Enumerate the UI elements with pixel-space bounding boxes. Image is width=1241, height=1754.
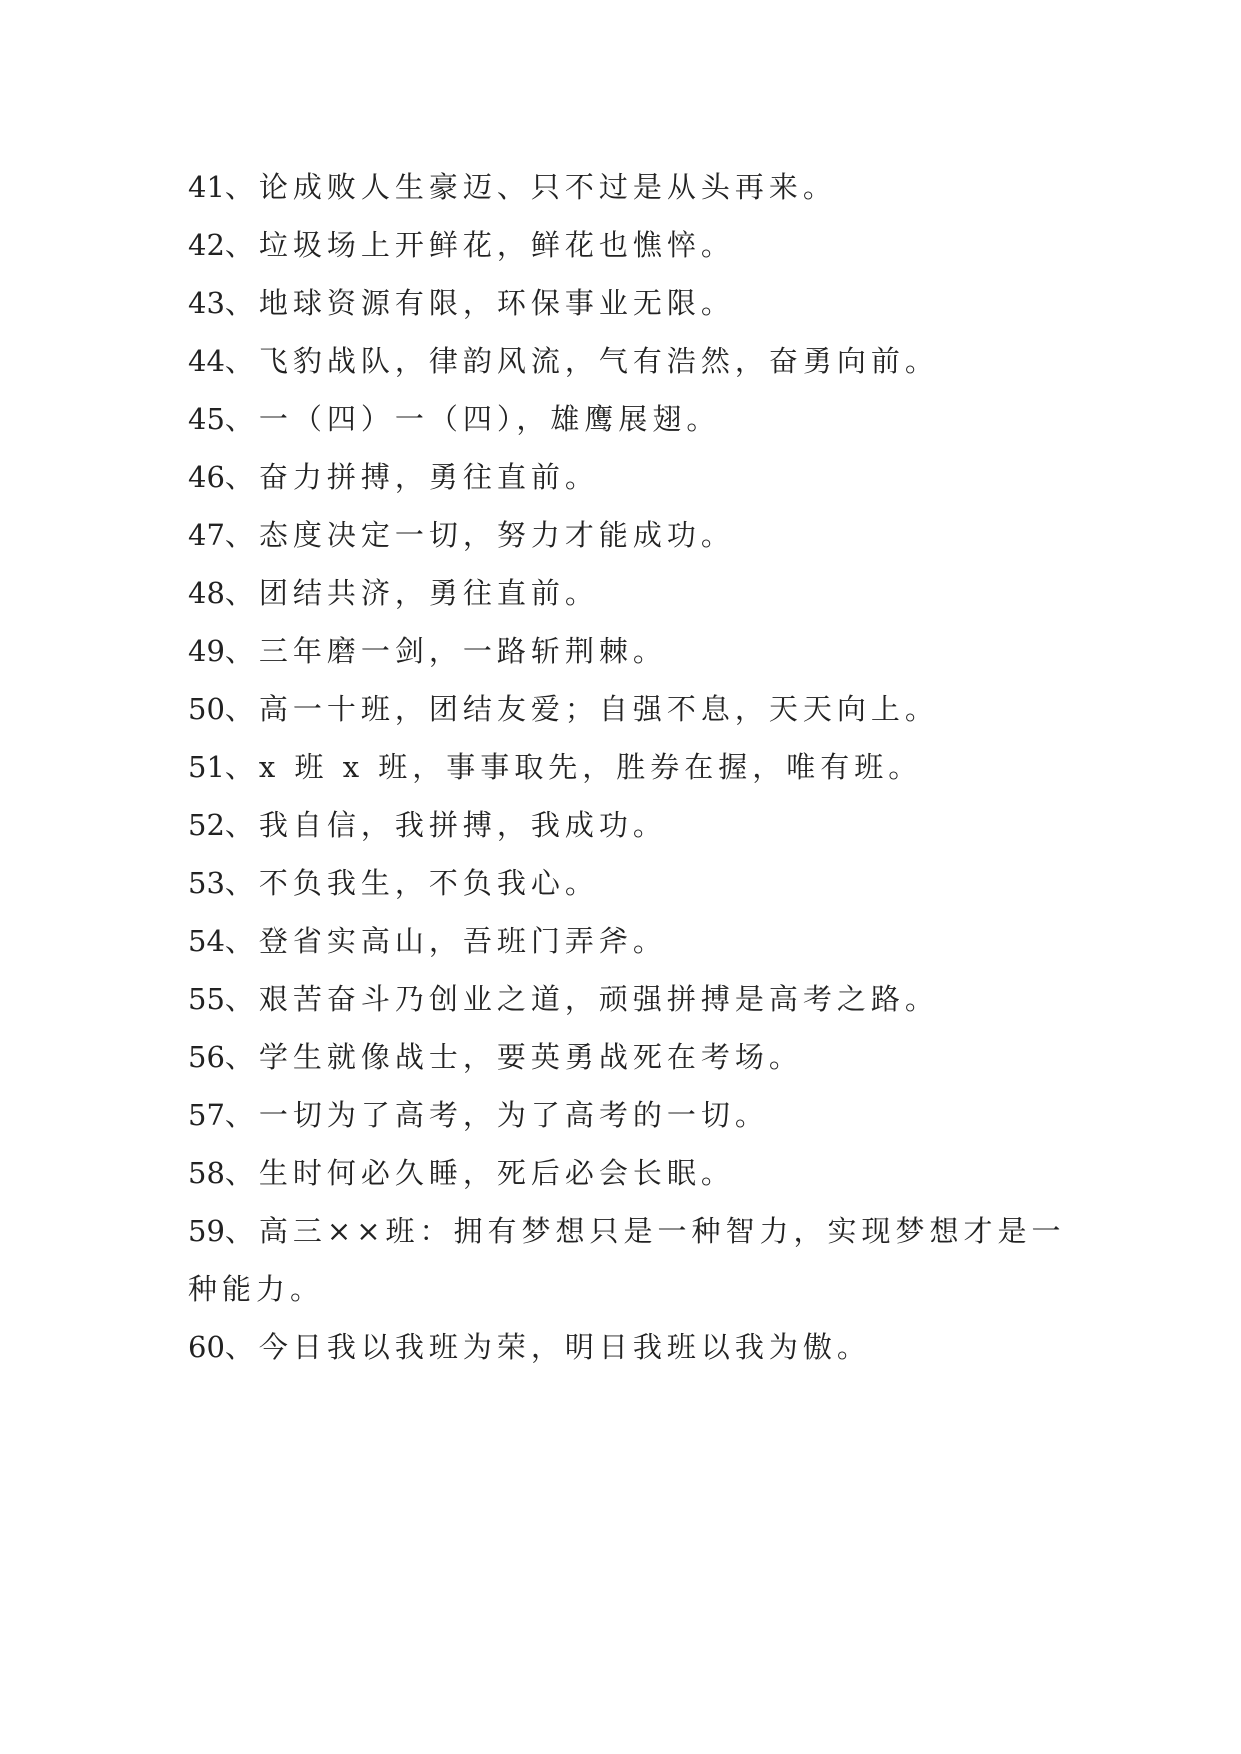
item-text: 生时何必久睡，死后必会长眠。 [258, 1156, 735, 1190]
item-text: 论成败人生豪迈、只不过是从头再来。 [258, 170, 837, 204]
list-item [188, 216, 1068, 274]
list-item [188, 854, 1068, 912]
item-separator: 、 [224, 402, 259, 436]
item-text: 一（四）一（四），雄鹰展翅。 [258, 402, 721, 436]
item-text: 奋力拼搏，勇往直前。 [258, 460, 599, 494]
item-number: 46 [188, 460, 225, 494]
item-separator: 、 [224, 576, 259, 610]
item-text: 垃圾场上开鲜花，鲜花也憔悴。 [258, 228, 735, 262]
item-text: 地球资源有限，环保事业无限。 [258, 286, 735, 320]
list-item [188, 738, 1068, 796]
item-separator: 、 [224, 460, 259, 494]
slogan-list [188, 158, 1068, 1376]
list-item [188, 332, 1068, 390]
item-number: 44 [188, 344, 225, 378]
item-separator: 、 [224, 228, 259, 262]
item-number: 42 [188, 228, 225, 262]
item-separator: 、 [224, 692, 259, 726]
item-separator: 、 [224, 344, 259, 378]
list-item [188, 506, 1068, 564]
item-text: 我自信，我拼搏，我成功。 [258, 808, 667, 842]
item-number: 51 [188, 750, 225, 784]
item-number: 55 [188, 982, 225, 1016]
item-text: 学生就像战士，要英勇战死在考场。 [258, 1040, 803, 1074]
item-number: 54 [188, 924, 225, 958]
list-item [188, 274, 1068, 332]
item-text: 飞豹战队，律韵风流，气有浩然，奋勇向前。 [258, 344, 939, 378]
list-item [188, 680, 1068, 738]
list-item [188, 1028, 1068, 1086]
item-separator: 、 [224, 866, 259, 900]
item-text: 登省实高山，吾班门弄斧。 [258, 924, 667, 958]
item-separator: 、 [224, 286, 259, 320]
item-text: 今日我以我班为荣，明日我班以我为傲。 [258, 1330, 871, 1364]
item-text: 团结共济，勇往直前。 [258, 576, 599, 610]
item-separator: 、 [224, 1330, 259, 1364]
item-separator: 、 [224, 1156, 259, 1190]
list-item [188, 1202, 1068, 1318]
item-separator: 、 [224, 170, 259, 204]
list-item [188, 564, 1068, 622]
item-text: 三年磨一剑，一路斩荆棘。 [258, 634, 667, 668]
item-number: 47 [188, 518, 225, 552]
list-item [188, 390, 1068, 448]
item-number: 59 [188, 1214, 225, 1248]
list-item [188, 1086, 1068, 1144]
item-text: 高一十班，团结友爱；自强不息，天天向上。 [258, 692, 939, 726]
item-separator: 、 [224, 1214, 259, 1248]
item-number: 57 [188, 1098, 225, 1132]
item-number: 52 [188, 808, 225, 842]
item-number: 60 [188, 1330, 225, 1364]
list-item [188, 448, 1068, 506]
item-separator: 、 [224, 982, 259, 1016]
list-item [188, 796, 1068, 854]
list-item [188, 622, 1068, 680]
item-separator: 、 [224, 808, 259, 842]
list-item [188, 1144, 1068, 1202]
item-text: 一切为了高考，为了高考的一切。 [258, 1098, 769, 1132]
item-separator: 、 [224, 1098, 259, 1132]
item-number: 53 [188, 866, 225, 900]
item-separator: 、 [224, 1040, 259, 1074]
item-separator: 、 [224, 924, 259, 958]
item-number: 49 [188, 634, 225, 668]
item-text: 高三××班：拥有梦想只是一种智力，实现梦想才是一种能力。 [188, 1214, 1066, 1306]
item-number: 41 [188, 170, 225, 204]
item-separator: 、 [224, 518, 259, 552]
item-number: 48 [188, 576, 225, 610]
item-text: x 班 x 班，事事取先，胜券在握，唯有班。 [258, 750, 923, 784]
list-item [188, 970, 1068, 1028]
list-item [188, 912, 1068, 970]
item-number: 45 [188, 402, 225, 436]
item-separator: 、 [224, 634, 259, 668]
item-text: 不负我生，不负我心。 [258, 866, 599, 900]
item-number: 43 [188, 286, 225, 320]
item-number: 58 [188, 1156, 225, 1190]
item-text: 艰苦奋斗乃创业之道，顽强拼搏是高考之路。 [258, 982, 939, 1016]
item-separator: 、 [224, 750, 259, 784]
list-item [188, 1318, 1068, 1376]
item-number: 50 [188, 692, 225, 726]
item-number: 56 [188, 1040, 225, 1074]
item-text: 态度决定一切，努力才能成功。 [258, 518, 735, 552]
list-item [188, 158, 1068, 216]
